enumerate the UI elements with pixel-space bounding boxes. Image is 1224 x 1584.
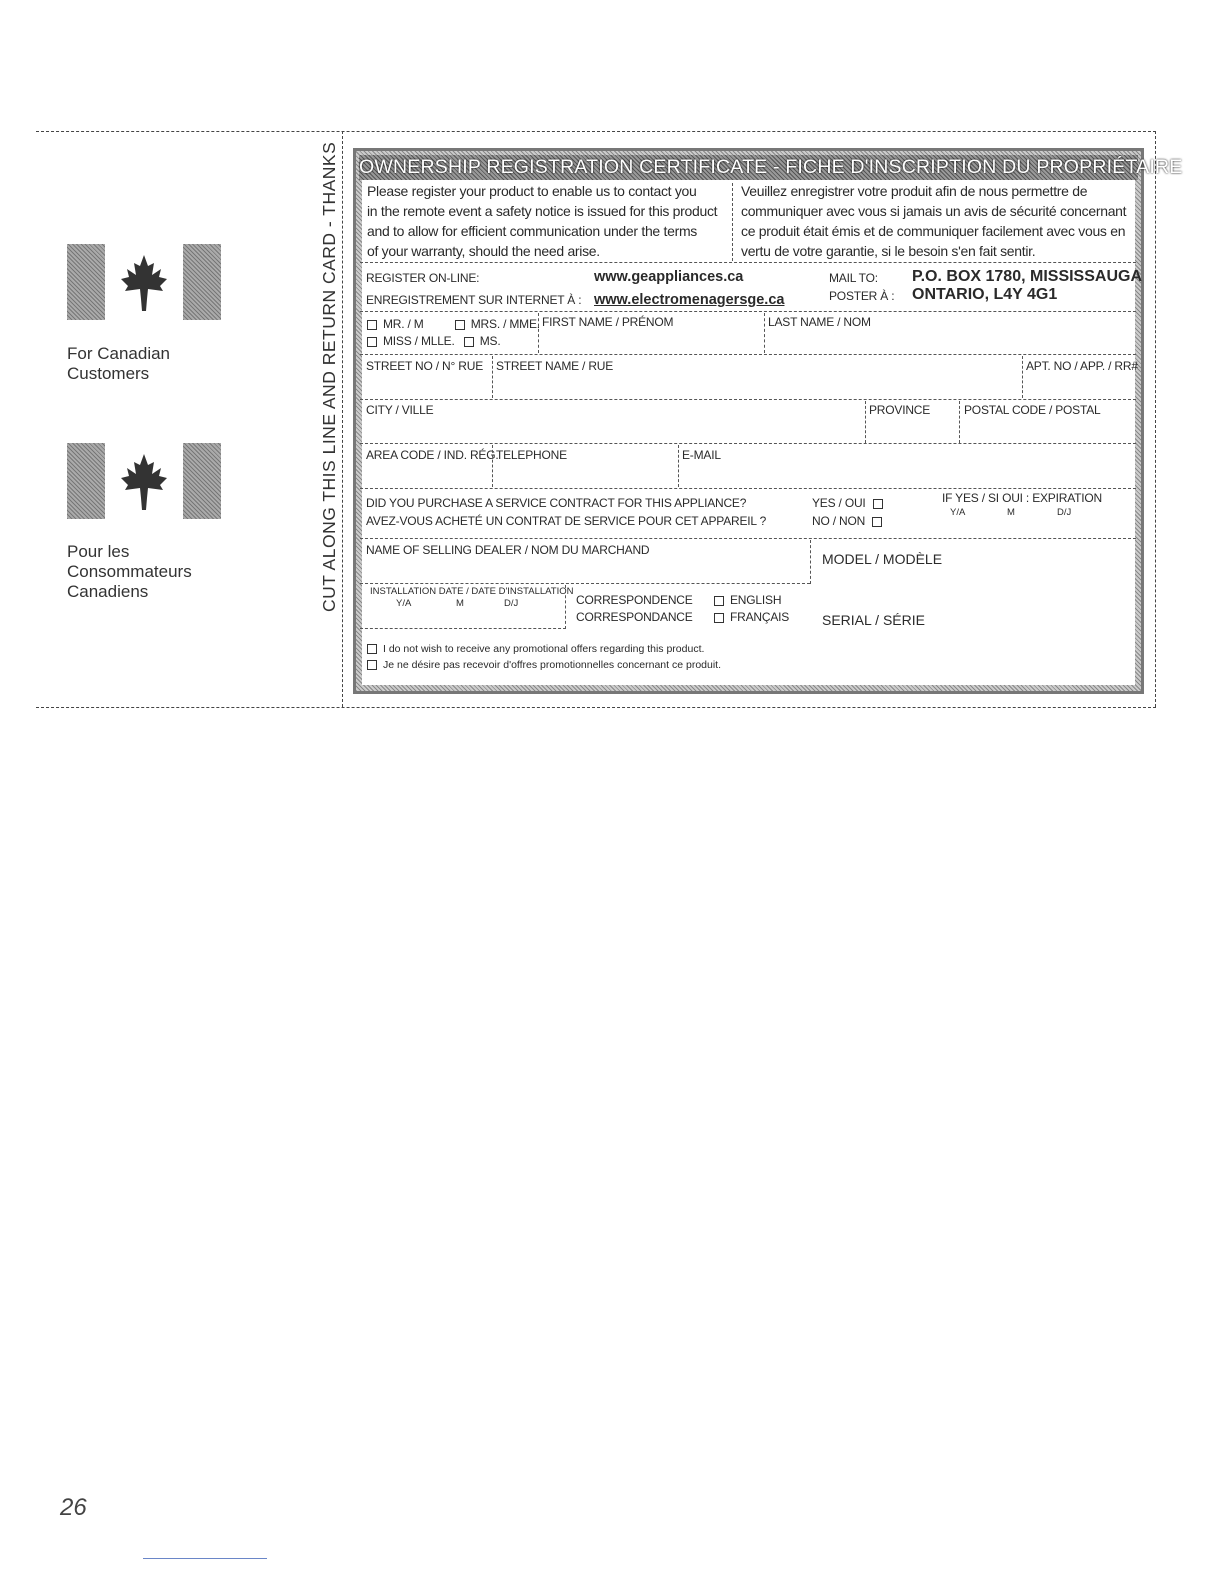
correspondence-label-en: CORRESPONDENCE [576,593,693,607]
optout-fr-option[interactable]: Je ne désire pas recevoir d'offres promotionnelles concernant ce produit. [367,659,721,671]
telephone-field[interactable]: TELEPHONE [496,448,567,462]
cut-line-bottom [36,707,1156,708]
register-online-label-fr: ENREGISTREMENT SUR INTERNET À : [366,293,582,307]
canada-flag-icon [67,443,221,519]
cut-line-right [1155,131,1156,707]
francais-option[interactable]: FRANÇAIS [714,610,789,624]
optout-en-option[interactable]: I do not wish to receive any promotional offers regarding this product. [367,643,704,655]
intro-english: Please register your product to enable us to contact you in the remote event a safety notice is issued for this product and to allow for efficient communication under the terms of your warranty, should the need arise. [367,183,718,259]
cut-instruction: CUT ALONG THIS LINE AND RETURN CARD - THANKS [319,141,339,612]
mail-address-line2: ONTARIO, L4Y 4G1 [912,286,1058,303]
first-name-field[interactable]: FIRST NAME / PRÉNOM [542,315,674,329]
installation-date-field[interactable]: INSTALLATION DATE / DATE D'INSTALLATION [370,586,574,597]
service-no-option[interactable]: NO / NON [812,514,888,528]
serial-field[interactable]: SERIAL / SÉRIE [822,612,925,628]
install-year: Y/A [396,598,412,609]
expiration-day: D/J [1057,507,1072,518]
mail-to-label: MAIL TO: [829,271,878,285]
intro-french: Veuillez enregistrer votre produit afin de nous permettre de communiquer avec vous si jamais un avis de sécurité concernant ce produit était émis et de communiquer facilement avec vous en vertu de votre garantie, si le besoin s'en fait sentir. [741,183,1127,259]
install-day: D/J [504,598,519,609]
canada-flag-icon [67,244,221,320]
english-option[interactable]: ENGLISH [714,593,781,607]
title-mr-option[interactable]: MR. / M [367,317,424,331]
province-field[interactable]: PROVINCE [869,403,931,417]
model-field[interactable]: MODEL / MODÈLE [822,551,943,567]
title-options-row2 [367,334,501,348]
register-online-label: REGISTER ON-LINE: [366,271,480,285]
expiration-year: Y/A [950,507,966,518]
title-miss-option[interactable]: MISS / MLLE. [367,334,455,348]
apt-no-field[interactable]: APT. NO / APP. / RR# [1026,359,1138,373]
title-ms-option[interactable]: MS. [464,334,501,348]
service-question-fr: AVEZ-VOUS ACHETÉ UN CONTRAT DE SERVICE POUR CET APPAREIL ? [366,514,767,528]
register-online-url-fr[interactable]: www.electromenagersge.ca [594,292,785,308]
area-code-field[interactable]: AREA CODE / IND. RÉG. [366,448,499,462]
correspondence-label-fr: CORRESPONDANCE [576,610,693,624]
dealer-field[interactable]: NAME OF SELLING DEALER / NOM DU MARCHAND [366,543,650,557]
street-no-field[interactable]: STREET NO / N° RUE [366,359,483,373]
cut-line-top [36,131,1156,132]
card-banner: OWNERSHIP REGISTRATION CERTIFICATE - FICHE D'INSCRIPTION DU PROPRIÉTAIRE [359,156,1183,178]
street-name-field[interactable]: STREET NAME / RUE [496,359,614,373]
city-field[interactable]: CITY / VILLE [366,403,434,417]
last-name-field[interactable]: LAST NAME / NOM [768,315,871,329]
footer-rule [143,1558,267,1559]
install-month: M [456,598,464,609]
postal-code-field[interactable]: POSTAL CODE / POSTAL [964,403,1101,417]
english-customers-label: For Canadian Customers [67,344,171,383]
cut-line-divider [342,131,343,707]
email-field[interactable]: E-MAIL [682,448,721,462]
register-online-url[interactable]: www.geappliances.ca [594,269,744,285]
mail-address-line1: P.O. BOX 1780, MISSISSAUGA [912,268,1143,285]
page-number: 26 [60,1494,87,1521]
title-mrs-option[interactable]: MRS. / MME. [455,317,540,331]
service-question-en: DID YOU PURCHASE A SERVICE CONTRACT FOR THIS APPLIANCE? [366,496,747,510]
french-customers-label: Pour les Consommateurs Canadiens [67,542,192,601]
title-options-row1 [367,317,540,331]
mail-to-label-fr: POSTER À : [829,289,895,303]
expiration-date-field[interactable]: IF YES / SI OUI : EXPIRATION [942,491,1102,505]
expiration-month: M [1007,507,1015,518]
service-yes-option[interactable]: YES / OUI [812,496,889,510]
